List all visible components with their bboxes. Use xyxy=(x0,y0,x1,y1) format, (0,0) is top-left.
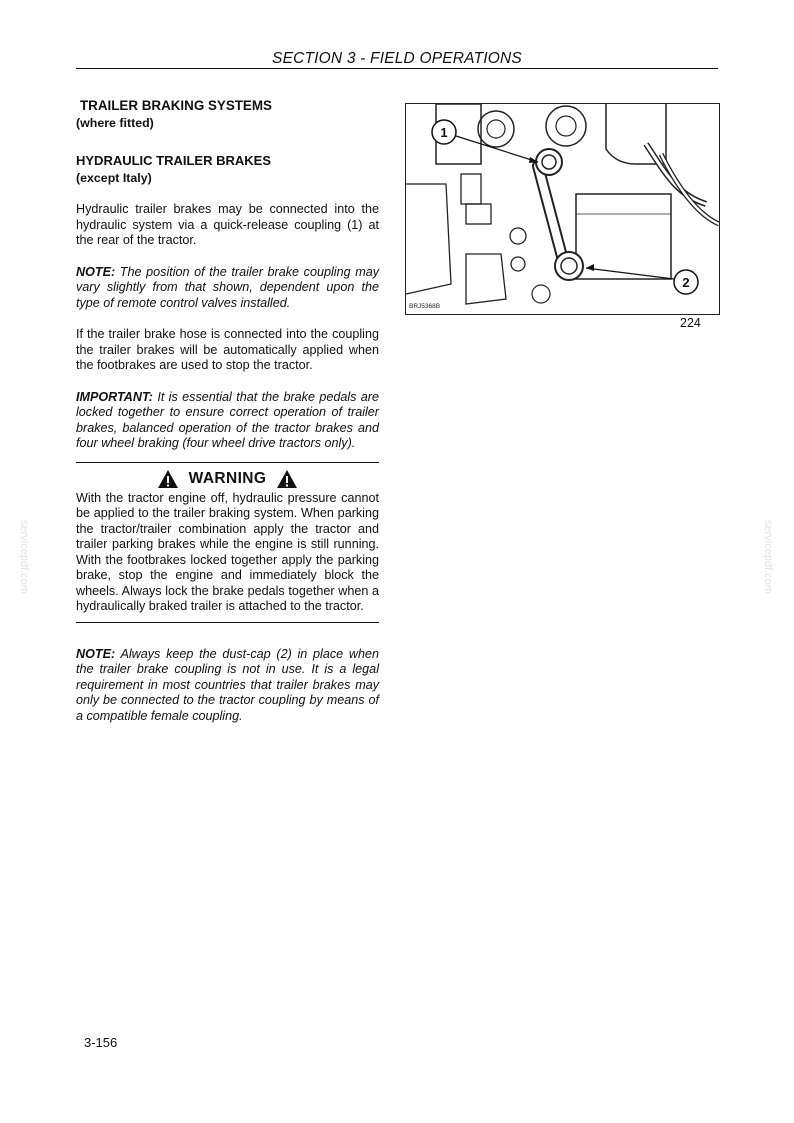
callout-2: 2 xyxy=(682,275,690,290)
figure-reference-code: BRJ5368B xyxy=(409,303,441,310)
note-coupling-position xyxy=(76,265,379,312)
page-number: 3-156 xyxy=(84,1035,118,1050)
note-text: Always keep the dust-cap (2) in place when the trailer brake coupling is not in use. It is a legal requirement in most countries that trailer brakes may only be connected to the tractor coupling by means of a compatible female coupling. xyxy=(76,646,379,723)
important-note xyxy=(76,390,379,452)
note-text: The position of the trailer brake coupling may vary slightly from that shown, dependent upon the type of remote control valves installed. xyxy=(76,264,379,310)
section-header: SECTION 3 - FIELD OPERATIONS xyxy=(272,50,522,67)
header-rule xyxy=(76,68,718,69)
figure-illustration xyxy=(406,104,719,314)
paragraph-automatic-apply: If the trailer brake hose is connected into the coupling the trailer brakes will be automatically applied when the footbrakes are used to stop the tractor. xyxy=(76,327,379,372)
warning-title: WARNING xyxy=(188,469,267,487)
warning-triangle-icon xyxy=(276,469,298,489)
figure-number: 224 xyxy=(680,316,701,330)
warning-top-rule xyxy=(76,462,379,463)
warning-triangle-icon xyxy=(157,469,179,489)
warning-heading xyxy=(76,469,379,489)
section-title-qualifier: (where fitted) xyxy=(76,115,154,130)
figure-trailer-brake-coupling xyxy=(405,103,720,315)
warning-text: With the tractor engine off, hydraulic pressure cannot be applied to the trailer braking system. When parking the tractor/trailer combination apply the tractor and trailer parking brakes while the engine is still running. With the footbrakes locked together apply the parking brake, stop the engine and immediately block the wheels. Always lock the brake pedals together when a hydraulically braked trailer is attached to the tractor. xyxy=(76,490,379,613)
text-column xyxy=(76,98,379,724)
important-text: It is essential that the brake pedals are locked together to ensure correct operation of trailer brakes, balanced operation of the tractor brakes and four wheel braking (four wheel drive tractors only). xyxy=(76,389,379,450)
paragraph-coupling: Hydraulic trailer brakes may be connected into the hydraulic system via a quick-release coupling (1) at the rear of the tractor. xyxy=(76,202,379,247)
note-label: NOTE: xyxy=(76,264,116,279)
section-title: TRAILER BRAKING SYSTEMS xyxy=(80,98,272,113)
watermark-left: servicepdf.com xyxy=(18,520,30,594)
callout-1: 1 xyxy=(440,125,448,140)
note-dust-cap xyxy=(76,647,379,725)
subsection-title-qualifier: (except Italy) xyxy=(76,170,152,185)
important-label: IMPORTANT: xyxy=(76,389,153,404)
watermark-right: servicepdf.com xyxy=(762,520,774,594)
subsection-title: HYDRAULIC TRAILER BRAKES xyxy=(76,153,271,168)
note-label: NOTE: xyxy=(76,646,116,661)
